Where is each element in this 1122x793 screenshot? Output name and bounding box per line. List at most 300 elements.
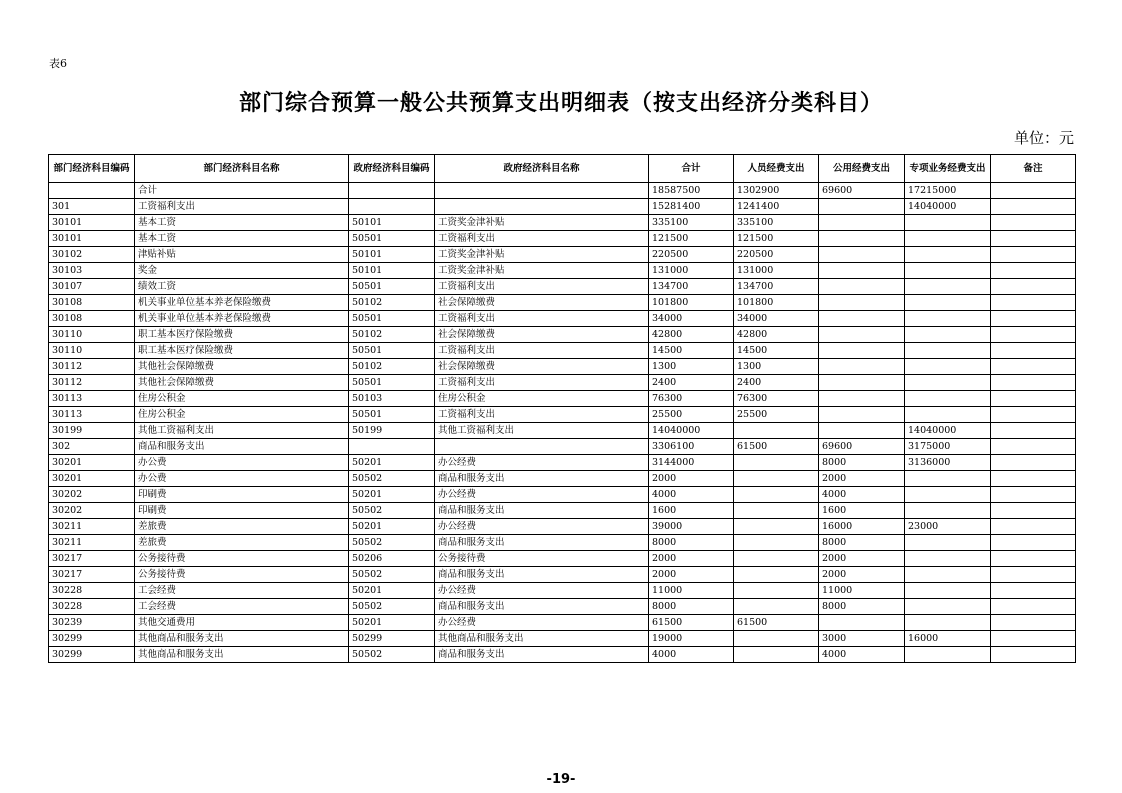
table-row bbox=[49, 199, 1076, 215]
dept-code-cell: 30112 bbox=[49, 375, 135, 391]
personnel-cell: 131000 bbox=[734, 263, 819, 279]
unit-label: 单位：元 bbox=[1013, 129, 1074, 147]
gov-code-cell: 50502 bbox=[349, 647, 435, 663]
dept-code-cell: 30217 bbox=[49, 567, 135, 583]
personnel-cell: 61500 bbox=[734, 615, 819, 631]
table-row bbox=[49, 407, 1076, 423]
gov-name-cell: 社会保障缴费 bbox=[435, 327, 649, 343]
remark-cell bbox=[991, 295, 1076, 311]
total-cell: 76300 bbox=[649, 391, 734, 407]
dept-name-cell: 住房公积金 bbox=[135, 407, 349, 423]
total-cell: 335100 bbox=[649, 215, 734, 231]
table-row bbox=[49, 567, 1076, 583]
public-cell bbox=[819, 295, 905, 311]
special-cell bbox=[905, 647, 991, 663]
gov-code-cell: 50501 bbox=[349, 343, 435, 359]
gov-name-cell: 办公经费 bbox=[435, 455, 649, 471]
table-row bbox=[49, 279, 1076, 295]
special-cell bbox=[905, 295, 991, 311]
total-cell: 15281400 bbox=[649, 199, 734, 215]
table-row bbox=[49, 519, 1076, 535]
dept-name-cell: 职工基本医疗保险缴费 bbox=[135, 343, 349, 359]
personnel-cell: 14500 bbox=[734, 343, 819, 359]
special-cell: 3136000 bbox=[905, 455, 991, 471]
header-total: 合计 bbox=[649, 155, 734, 183]
dept-code-cell: 30101 bbox=[49, 231, 135, 247]
gov-name-cell: 住房公积金 bbox=[435, 391, 649, 407]
gov-code-cell: 50502 bbox=[349, 471, 435, 487]
gov-code-cell: 50501 bbox=[349, 231, 435, 247]
public-cell: 16000 bbox=[819, 519, 905, 535]
gov-name-cell bbox=[435, 439, 649, 455]
gov-code-cell: 50502 bbox=[349, 503, 435, 519]
dept-name-cell: 绩效工资 bbox=[135, 279, 349, 295]
special-cell bbox=[905, 599, 991, 615]
remark-cell bbox=[991, 551, 1076, 567]
personnel-cell bbox=[734, 519, 819, 535]
remark-cell bbox=[991, 535, 1076, 551]
remark-cell bbox=[991, 183, 1076, 199]
remark-cell bbox=[991, 279, 1076, 295]
table-row bbox=[49, 503, 1076, 519]
gov-code-cell: 50102 bbox=[349, 295, 435, 311]
public-cell bbox=[819, 263, 905, 279]
special-cell bbox=[905, 215, 991, 231]
special-cell bbox=[905, 535, 991, 551]
dept-code-cell: 30103 bbox=[49, 263, 135, 279]
gov-name-cell: 工资福利支出 bbox=[435, 279, 649, 295]
table-row bbox=[49, 455, 1076, 471]
gov-code-cell: 50299 bbox=[349, 631, 435, 647]
public-cell: 11000 bbox=[819, 583, 905, 599]
remark-cell bbox=[991, 615, 1076, 631]
dept-code-cell: 30211 bbox=[49, 519, 135, 535]
dept-name-cell: 差旅费 bbox=[135, 535, 349, 551]
public-cell bbox=[819, 199, 905, 215]
total-cell: 2400 bbox=[649, 375, 734, 391]
remark-cell bbox=[991, 647, 1076, 663]
remark-cell bbox=[991, 519, 1076, 535]
personnel-cell bbox=[734, 535, 819, 551]
table-row bbox=[49, 359, 1076, 375]
dept-name-cell: 印刷费 bbox=[135, 487, 349, 503]
gov-code-cell: 50501 bbox=[349, 375, 435, 391]
gov-name-cell: 社会保障缴费 bbox=[435, 295, 649, 311]
dept-code-cell: 30101 bbox=[49, 215, 135, 231]
gov-code-cell: 50101 bbox=[349, 247, 435, 263]
dept-name-cell: 合计 bbox=[135, 183, 349, 199]
gov-name-cell: 商品和服务支出 bbox=[435, 535, 649, 551]
table-row bbox=[49, 215, 1076, 231]
remark-cell bbox=[991, 215, 1076, 231]
public-cell bbox=[819, 247, 905, 263]
special-cell: 23000 bbox=[905, 519, 991, 535]
dept-code-cell: 30112 bbox=[49, 359, 135, 375]
special-cell bbox=[905, 567, 991, 583]
gov-code-cell: 50502 bbox=[349, 535, 435, 551]
dept-name-cell: 其他社会保障缴费 bbox=[135, 375, 349, 391]
dept-name-cell: 公务接待费 bbox=[135, 567, 349, 583]
gov-name-cell: 办公经费 bbox=[435, 615, 649, 631]
special-cell bbox=[905, 471, 991, 487]
special-cell: 14040000 bbox=[905, 199, 991, 215]
remark-cell bbox=[991, 247, 1076, 263]
public-cell: 8000 bbox=[819, 455, 905, 471]
dept-code-cell: 30113 bbox=[49, 407, 135, 423]
total-cell: 134700 bbox=[649, 279, 734, 295]
dept-name-cell: 其他工资福利支出 bbox=[135, 423, 349, 439]
total-cell: 19000 bbox=[649, 631, 734, 647]
gov-name-cell: 公务接待费 bbox=[435, 551, 649, 567]
gov-code-cell: 50206 bbox=[349, 551, 435, 567]
dept-name-cell: 办公费 bbox=[135, 471, 349, 487]
public-cell bbox=[819, 343, 905, 359]
total-cell: 121500 bbox=[649, 231, 734, 247]
gov-code-cell bbox=[349, 439, 435, 455]
special-cell bbox=[905, 551, 991, 567]
dept-name-cell: 办公费 bbox=[135, 455, 349, 471]
dept-name-cell: 工会经费 bbox=[135, 599, 349, 615]
public-cell: 2000 bbox=[819, 551, 905, 567]
dept-name-cell: 其他商品和服务支出 bbox=[135, 647, 349, 663]
gov-name-cell: 办公经费 bbox=[435, 583, 649, 599]
public-cell bbox=[819, 279, 905, 295]
personnel-cell: 335100 bbox=[734, 215, 819, 231]
gov-code-cell: 50102 bbox=[349, 359, 435, 375]
gov-code-cell: 50199 bbox=[349, 423, 435, 439]
special-cell: 16000 bbox=[905, 631, 991, 647]
public-cell: 4000 bbox=[819, 647, 905, 663]
special-cell bbox=[905, 311, 991, 327]
dept-code-cell: 30113 bbox=[49, 391, 135, 407]
remark-cell bbox=[991, 631, 1076, 647]
special-cell bbox=[905, 407, 991, 423]
public-cell bbox=[819, 615, 905, 631]
dept-name-cell: 其他社会保障缴费 bbox=[135, 359, 349, 375]
table-row bbox=[49, 231, 1076, 247]
table-row bbox=[49, 631, 1076, 647]
personnel-cell bbox=[734, 583, 819, 599]
total-cell: 1300 bbox=[649, 359, 734, 375]
gov-code-cell: 50201 bbox=[349, 487, 435, 503]
remark-cell bbox=[991, 359, 1076, 375]
dept-name-cell: 基本工资 bbox=[135, 231, 349, 247]
public-cell: 8000 bbox=[819, 535, 905, 551]
dept-code-cell: 30199 bbox=[49, 423, 135, 439]
page-number: -19- bbox=[546, 772, 576, 787]
dept-code-cell: 30201 bbox=[49, 471, 135, 487]
gov-name-cell: 工资福利支出 bbox=[435, 231, 649, 247]
public-cell bbox=[819, 391, 905, 407]
dept-name-cell: 公务接待费 bbox=[135, 551, 349, 567]
special-cell bbox=[905, 279, 991, 295]
page-title: 部门综合预算一般公共预算支出明细表（按支出经济分类科目） bbox=[238, 91, 883, 116]
gov-code-cell bbox=[349, 183, 435, 199]
dept-code-cell: 30110 bbox=[49, 343, 135, 359]
dept-code-cell: 30299 bbox=[49, 631, 135, 647]
remark-cell bbox=[991, 391, 1076, 407]
remark-cell bbox=[991, 471, 1076, 487]
remark-cell bbox=[991, 327, 1076, 343]
remark-cell bbox=[991, 343, 1076, 359]
personnel-cell: 76300 bbox=[734, 391, 819, 407]
gov-name-cell: 工资奖金津补贴 bbox=[435, 263, 649, 279]
total-cell: 220500 bbox=[649, 247, 734, 263]
gov-name-cell: 办公经费 bbox=[435, 519, 649, 535]
public-cell: 69600 bbox=[819, 439, 905, 455]
table-row bbox=[49, 615, 1076, 631]
personnel-cell bbox=[734, 551, 819, 567]
gov-code-cell: 50101 bbox=[349, 215, 435, 231]
special-cell bbox=[905, 359, 991, 375]
personnel-cell: 134700 bbox=[734, 279, 819, 295]
special-cell bbox=[905, 583, 991, 599]
personnel-cell bbox=[734, 503, 819, 519]
gov-code-cell: 50501 bbox=[349, 279, 435, 295]
gov-code-cell: 50201 bbox=[349, 455, 435, 471]
dept-code-cell: 301 bbox=[49, 199, 135, 215]
remark-cell bbox=[991, 503, 1076, 519]
public-cell: 8000 bbox=[819, 599, 905, 615]
gov-name-cell: 工资福利支出 bbox=[435, 343, 649, 359]
public-cell bbox=[819, 407, 905, 423]
dept-code-cell: 30228 bbox=[49, 583, 135, 599]
public-cell: 3000 bbox=[819, 631, 905, 647]
personnel-cell: 61500 bbox=[734, 439, 819, 455]
gov-name-cell: 工资福利支出 bbox=[435, 375, 649, 391]
total-cell: 39000 bbox=[649, 519, 734, 535]
table-row bbox=[49, 439, 1076, 455]
gov-name-cell: 商品和服务支出 bbox=[435, 503, 649, 519]
dept-code-cell: 30228 bbox=[49, 599, 135, 615]
personnel-cell: 1300 bbox=[734, 359, 819, 375]
personnel-cell: 34000 bbox=[734, 311, 819, 327]
remark-cell bbox=[991, 199, 1076, 215]
dept-code-cell: 30217 bbox=[49, 551, 135, 567]
personnel-cell bbox=[734, 487, 819, 503]
dept-name-cell: 工会经费 bbox=[135, 583, 349, 599]
table-body bbox=[49, 183, 1076, 663]
dept-name-cell: 其他交通费用 bbox=[135, 615, 349, 631]
special-cell bbox=[905, 327, 991, 343]
dept-code-cell: 30211 bbox=[49, 535, 135, 551]
header-public: 公用经费支出 bbox=[819, 155, 905, 183]
dept-name-cell: 津贴补贴 bbox=[135, 247, 349, 263]
total-cell: 4000 bbox=[649, 647, 734, 663]
budget-table bbox=[48, 154, 1076, 663]
remark-cell bbox=[991, 487, 1076, 503]
table-row bbox=[49, 327, 1076, 343]
remark-cell bbox=[991, 423, 1076, 439]
personnel-cell bbox=[734, 567, 819, 583]
dept-name-cell: 印刷费 bbox=[135, 503, 349, 519]
dept-code-cell: 30202 bbox=[49, 503, 135, 519]
table-row bbox=[49, 535, 1076, 551]
gov-code-cell: 50201 bbox=[349, 519, 435, 535]
header-personnel: 人员经费支出 bbox=[734, 155, 819, 183]
table-row bbox=[49, 343, 1076, 359]
table-row bbox=[49, 183, 1076, 199]
personnel-cell bbox=[734, 647, 819, 663]
table-row bbox=[49, 391, 1076, 407]
total-cell: 3144000 bbox=[649, 455, 734, 471]
public-cell bbox=[819, 375, 905, 391]
gov-name-cell bbox=[435, 199, 649, 215]
public-cell bbox=[819, 359, 905, 375]
header-special: 专项业务经费支出 bbox=[905, 155, 991, 183]
special-cell bbox=[905, 487, 991, 503]
public-cell: 4000 bbox=[819, 487, 905, 503]
remark-cell bbox=[991, 375, 1076, 391]
gov-name-cell: 商品和服务支出 bbox=[435, 599, 649, 615]
header-dept-name: 部门经济科目名称 bbox=[135, 155, 349, 183]
gov-name-cell: 工资福利支出 bbox=[435, 311, 649, 327]
remark-cell bbox=[991, 583, 1076, 599]
header-gov-code: 政府经济科目编码 bbox=[349, 155, 435, 183]
gov-code-cell: 50102 bbox=[349, 327, 435, 343]
special-cell bbox=[905, 503, 991, 519]
gov-name-cell: 工资福利支出 bbox=[435, 407, 649, 423]
gov-name-cell bbox=[435, 183, 649, 199]
public-cell bbox=[819, 327, 905, 343]
public-cell: 1600 bbox=[819, 503, 905, 519]
table-row bbox=[49, 647, 1076, 663]
dept-code-cell: 30108 bbox=[49, 311, 135, 327]
remark-cell bbox=[991, 263, 1076, 279]
personnel-cell: 220500 bbox=[734, 247, 819, 263]
total-cell: 14040000 bbox=[649, 423, 734, 439]
dept-name-cell: 机关事业单位基本养老保险缴费 bbox=[135, 295, 349, 311]
public-cell bbox=[819, 215, 905, 231]
total-cell: 2000 bbox=[649, 471, 734, 487]
dept-name-cell: 差旅费 bbox=[135, 519, 349, 535]
personnel-cell bbox=[734, 471, 819, 487]
gov-name-cell: 商品和服务支出 bbox=[435, 567, 649, 583]
gov-name-cell: 工资奖金津补贴 bbox=[435, 215, 649, 231]
special-cell: 17215000 bbox=[905, 183, 991, 199]
gov-code-cell: 50502 bbox=[349, 567, 435, 583]
total-cell: 42800 bbox=[649, 327, 734, 343]
header-dept-code: 部门经济科目编码 bbox=[49, 155, 135, 183]
gov-name-cell: 工资奖金津补贴 bbox=[435, 247, 649, 263]
gov-name-cell: 其他工资福利支出 bbox=[435, 423, 649, 439]
dept-name-cell: 工资福利支出 bbox=[135, 199, 349, 215]
personnel-cell bbox=[734, 423, 819, 439]
remark-cell bbox=[991, 439, 1076, 455]
dept-name-cell: 其他商品和服务支出 bbox=[135, 631, 349, 647]
gov-code-cell: 50501 bbox=[349, 407, 435, 423]
dept-code-cell: 30107 bbox=[49, 279, 135, 295]
total-cell: 101800 bbox=[649, 295, 734, 311]
dept-name-cell: 奖金 bbox=[135, 263, 349, 279]
dept-code-cell: 302 bbox=[49, 439, 135, 455]
dept-code-cell: 30108 bbox=[49, 295, 135, 311]
personnel-cell: 1241400 bbox=[734, 199, 819, 215]
table-row bbox=[49, 375, 1076, 391]
remark-cell bbox=[991, 231, 1076, 247]
dept-code-cell: 30102 bbox=[49, 247, 135, 263]
remark-cell bbox=[991, 455, 1076, 471]
personnel-cell: 2400 bbox=[734, 375, 819, 391]
total-cell: 18587500 bbox=[649, 183, 734, 199]
table-row bbox=[49, 311, 1076, 327]
special-cell bbox=[905, 263, 991, 279]
remark-cell bbox=[991, 311, 1076, 327]
dept-code-cell: 30201 bbox=[49, 455, 135, 471]
personnel-cell bbox=[734, 631, 819, 647]
dept-code-cell bbox=[49, 183, 135, 199]
personnel-cell: 42800 bbox=[734, 327, 819, 343]
table-number-label: 表6 bbox=[49, 57, 67, 70]
public-cell: 2000 bbox=[819, 567, 905, 583]
table-header-row bbox=[49, 155, 1076, 183]
dept-name-cell: 基本工资 bbox=[135, 215, 349, 231]
total-cell: 2000 bbox=[649, 567, 734, 583]
table-row bbox=[49, 423, 1076, 439]
dept-name-cell: 住房公积金 bbox=[135, 391, 349, 407]
dept-code-cell: 30202 bbox=[49, 487, 135, 503]
total-cell: 1600 bbox=[649, 503, 734, 519]
public-cell: 2000 bbox=[819, 471, 905, 487]
public-cell bbox=[819, 231, 905, 247]
personnel-cell: 121500 bbox=[734, 231, 819, 247]
gov-code-cell: 50201 bbox=[349, 615, 435, 631]
public-cell bbox=[819, 311, 905, 327]
personnel-cell: 1302900 bbox=[734, 183, 819, 199]
gov-name-cell: 社会保障缴费 bbox=[435, 359, 649, 375]
personnel-cell bbox=[734, 599, 819, 615]
total-cell: 131000 bbox=[649, 263, 734, 279]
special-cell: 14040000 bbox=[905, 423, 991, 439]
gov-name-cell: 商品和服务支出 bbox=[435, 471, 649, 487]
public-cell: 69600 bbox=[819, 183, 905, 199]
total-cell: 3306100 bbox=[649, 439, 734, 455]
total-cell: 25500 bbox=[649, 407, 734, 423]
dept-code-cell: 30299 bbox=[49, 647, 135, 663]
header-remark: 备注 bbox=[991, 155, 1076, 183]
gov-code-cell: 50502 bbox=[349, 599, 435, 615]
personnel-cell bbox=[734, 455, 819, 471]
total-cell: 4000 bbox=[649, 487, 734, 503]
gov-name-cell: 办公经费 bbox=[435, 487, 649, 503]
table-row bbox=[49, 263, 1076, 279]
total-cell: 61500 bbox=[649, 615, 734, 631]
special-cell bbox=[905, 247, 991, 263]
gov-code-cell bbox=[349, 199, 435, 215]
special-cell: 3175000 bbox=[905, 439, 991, 455]
table-row bbox=[49, 487, 1076, 503]
total-cell: 14500 bbox=[649, 343, 734, 359]
personnel-cell: 101800 bbox=[734, 295, 819, 311]
header-gov-name: 政府经济科目名称 bbox=[435, 155, 649, 183]
total-cell: 8000 bbox=[649, 599, 734, 615]
table-row bbox=[49, 551, 1076, 567]
gov-code-cell: 50201 bbox=[349, 583, 435, 599]
total-cell: 2000 bbox=[649, 551, 734, 567]
dept-name-cell: 机关事业单位基本养老保险缴费 bbox=[135, 311, 349, 327]
total-cell: 34000 bbox=[649, 311, 734, 327]
table-row bbox=[49, 599, 1076, 615]
dept-code-cell: 30239 bbox=[49, 615, 135, 631]
total-cell: 8000 bbox=[649, 535, 734, 551]
remark-cell bbox=[991, 599, 1076, 615]
gov-code-cell: 50501 bbox=[349, 311, 435, 327]
gov-name-cell: 其他商品和服务支出 bbox=[435, 631, 649, 647]
special-cell bbox=[905, 375, 991, 391]
gov-code-cell: 50103 bbox=[349, 391, 435, 407]
dept-code-cell: 30110 bbox=[49, 327, 135, 343]
special-cell bbox=[905, 343, 991, 359]
